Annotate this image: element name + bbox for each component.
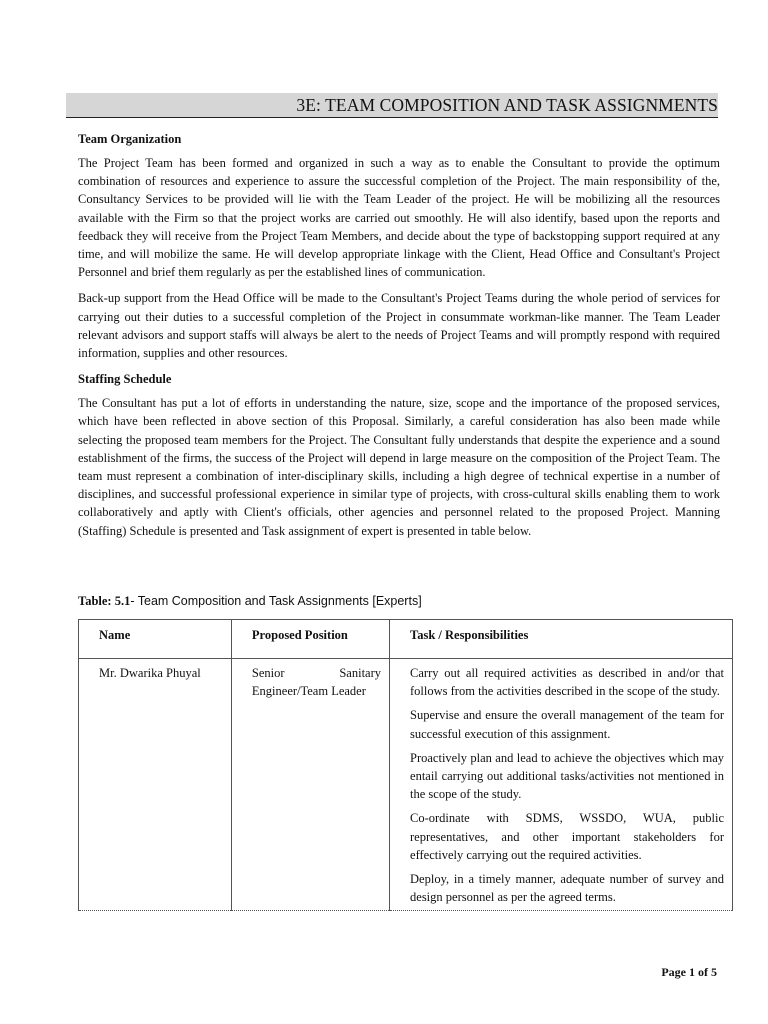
staffing-schedule-paragraph: The Consultant has put a lot of efforts in understanding the nature, size, scope and the importance of the proposed services, which have been reflected in above section of this Proposal. Similarly, a careful consideration has also been made while selecting the proposed team members for the Project. The Consultant fully understands that despite the experience and a sound establishment of the firms, the success of the Project will depend in large measure on the composition of the Project Team. The team must represent a combination of inter-disciplinary skills, including a high degree of technical expertise in a number of disciplines, and successful professional experience in similar type of projects, with cross-cultural skills enabling them to work collaboratively and aptly with Client's officials, other agencies and personnel related to the proposed Project. Manning (Staffing) Schedule is presented and Task assignment of expert is presented in table below.: [78, 396, 720, 538]
section-header-bar: [66, 93, 718, 118]
staffing-schedule-heading: Staffing Schedule: [78, 372, 172, 387]
column-header-tasks: Task / Responsibilities: [390, 620, 733, 659]
section-title: 3E: TEAM COMPOSITION AND TASK ASSIGNMENTS: [296, 95, 718, 115]
task-item: Deploy, in a timely manner, adequate number of survey and design personnel as per the agreed terms.: [410, 872, 724, 905]
column-header-position: Proposed Position: [231, 620, 389, 659]
task-item: Co-ordinate with SDMS, WSSDO, WUA, public representatives, and other important stakeholders for effectively carrying out the required activities.: [410, 811, 724, 862]
table-header-row: [79, 620, 733, 659]
task-item: Supervise and ensure the overall management of the team for successful execution of this assignment.: [410, 708, 724, 741]
page-number: Page 1 of 5: [661, 965, 717, 979]
document-body: [78, 130, 720, 548]
task-item: Carry out all required activities as described in and/or that follows from the activities described in the scope of the study.: [410, 666, 724, 699]
table-caption-number: Table: 5.1: [78, 594, 131, 608]
table-caption-text: - Team Composition and Task Assignments [Experts]: [130, 594, 422, 608]
task-item: Proactively plan and lead to achieve the objectives which may entail carrying out additional tasks/activities not mentioned in the scope of the study.: [410, 750, 724, 802]
expert-tasks: [390, 659, 733, 911]
column-header-name: Name: [79, 620, 232, 659]
team-organization-paragraph-2: Back-up support from the Head Office will be made to the Consultant's Project Teams during the whole period of services for carrying out their duties to a successful completion of the Project in consummate workman-like manner. The Team Leader relevant advisors and support staffs will always be alert to the needs of Project Teams and will promptly respond with required information, supplies and other resources.: [78, 291, 720, 361]
table-caption: [78, 592, 422, 610]
team-organization-paragraph-1: The Project Team has been formed and organized in such a way as to enable the Consultant to provide the optimum combination of resources and experience to assure the successful completion of the Project. The main responsibility of the, Consultancy Services to be provided will lie with the Team Leader of the project. He will be mobilizing all the resources available with the Firm so that the project works are carried out smoothly. He will also identify, based upon the reports and feedback they will receive from the Project Team Members, and decide about the type of backstopping support required at any time, and will mobilize the same. He will develop appropriate linkage with the Client, Head Office and Consultant's Project Personnel and brief them regularly as per the established lines of communication.: [78, 156, 720, 280]
team-organization-heading: Team Organization: [78, 132, 182, 146]
expert-position: Senior Sanitary Engineer/Team Leader: [231, 659, 389, 911]
table-row: [79, 659, 733, 911]
expert-name: Mr. Dwarika Phuyal: [79, 659, 232, 911]
task-assignment-table: [78, 619, 733, 911]
